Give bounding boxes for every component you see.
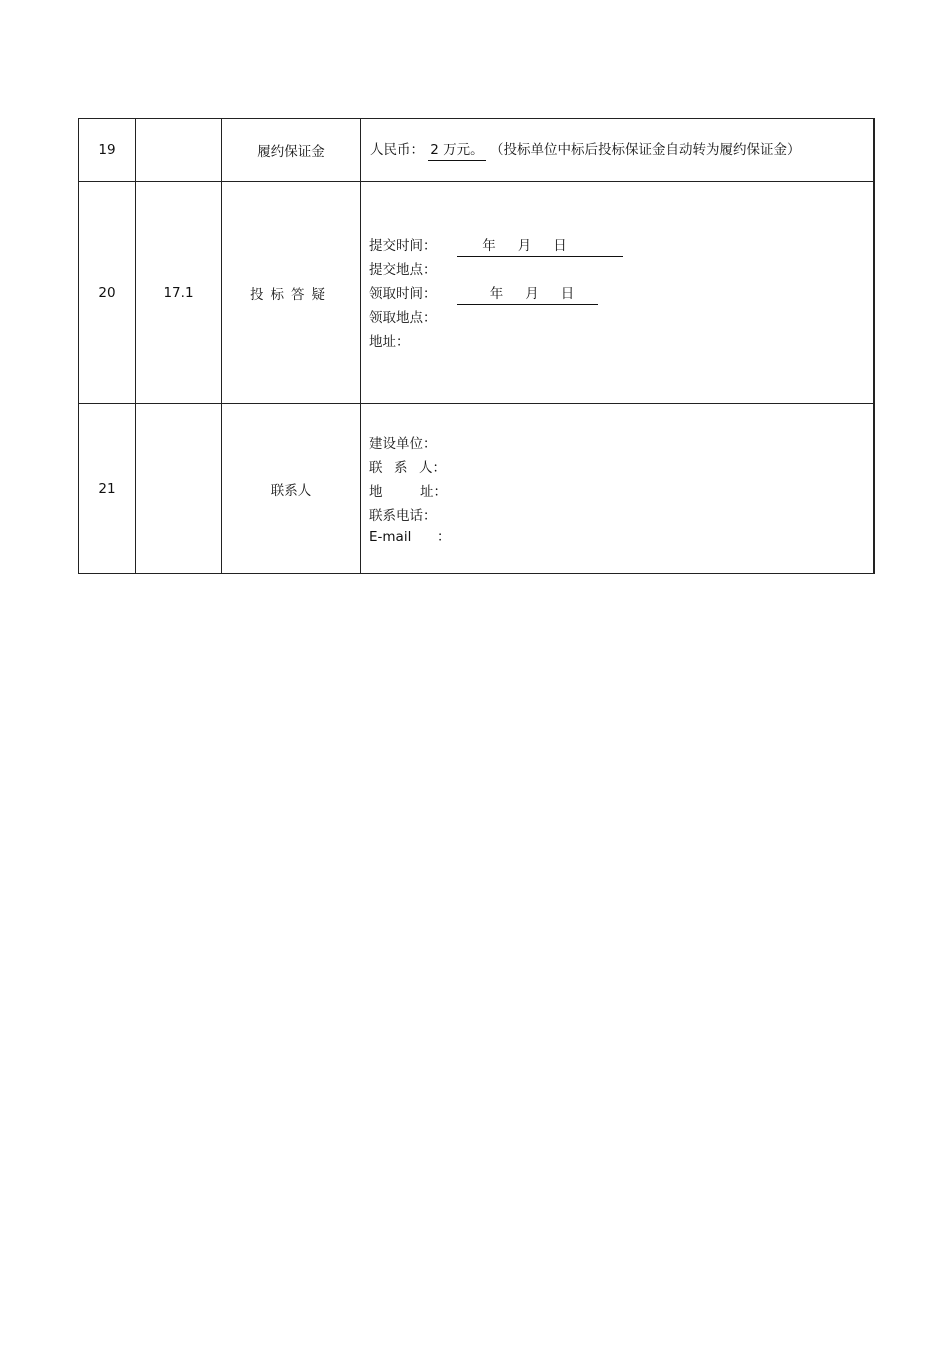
- date-year: 年: [489, 285, 504, 302]
- address-label-part: 址：: [420, 484, 447, 500]
- submit-time-line: [369, 234, 873, 258]
- contact-line: [369, 457, 873, 481]
- currency-label: 人民币：: [370, 141, 424, 158]
- email-colon: ：: [437, 529, 451, 545]
- item-content: [361, 404, 874, 574]
- address-line: [369, 481, 873, 505]
- table-row: [79, 119, 874, 182]
- row-number: 21: [79, 404, 136, 574]
- submit-time-label: 提交时间：: [369, 237, 437, 254]
- row-number: 20: [79, 182, 136, 404]
- clause-number: [136, 119, 222, 182]
- owner-line: [369, 433, 873, 457]
- date-month: 月: [517, 237, 532, 254]
- item-content: [361, 182, 874, 404]
- item-name: 履约保证金: [222, 119, 361, 182]
- owner-label: 建设单位：: [369, 436, 437, 452]
- row-number: 19: [79, 119, 136, 182]
- email-label: E-mail: [369, 529, 412, 545]
- clause-number: 17.1: [136, 182, 222, 404]
- item-name: 投标答疑: [222, 182, 361, 404]
- collect-place-label: 领取地点：: [369, 309, 437, 326]
- date-day: 日: [553, 237, 567, 254]
- date-month: 月: [525, 285, 539, 302]
- date-year: 年: [482, 237, 496, 254]
- submit-place-label: 提交地点：: [369, 261, 437, 278]
- date-day: 日: [560, 285, 575, 302]
- email-line: [369, 526, 873, 550]
- tender-info-table: [78, 118, 875, 574]
- address-label: 地址：: [369, 333, 410, 350]
- collect-place-line: [369, 306, 873, 330]
- item-content: [361, 119, 874, 182]
- item-name: 联系人: [222, 404, 361, 574]
- clause-number: [136, 404, 222, 574]
- amount-note: （投标单位中标后投标保证金自动转为履约保证金）: [489, 141, 801, 158]
- table-row: [79, 404, 874, 574]
- contact-label-part: 联: [369, 460, 383, 476]
- address-line: [369, 330, 873, 354]
- phone-label: 联系电话：: [369, 508, 437, 524]
- collect-date-field: [457, 284, 598, 305]
- submit-place-line: [369, 258, 873, 282]
- submit-date-field: [457, 236, 623, 257]
- contact-label-part: 系: [394, 460, 408, 476]
- address-label-part: 地: [369, 484, 383, 500]
- amount-value: 2 万元。: [428, 140, 485, 161]
- collect-time-label: 领取时间：: [369, 285, 437, 302]
- table-row: [79, 182, 874, 404]
- contact-label-part: 人：: [419, 460, 446, 476]
- collect-time-line: [369, 282, 873, 306]
